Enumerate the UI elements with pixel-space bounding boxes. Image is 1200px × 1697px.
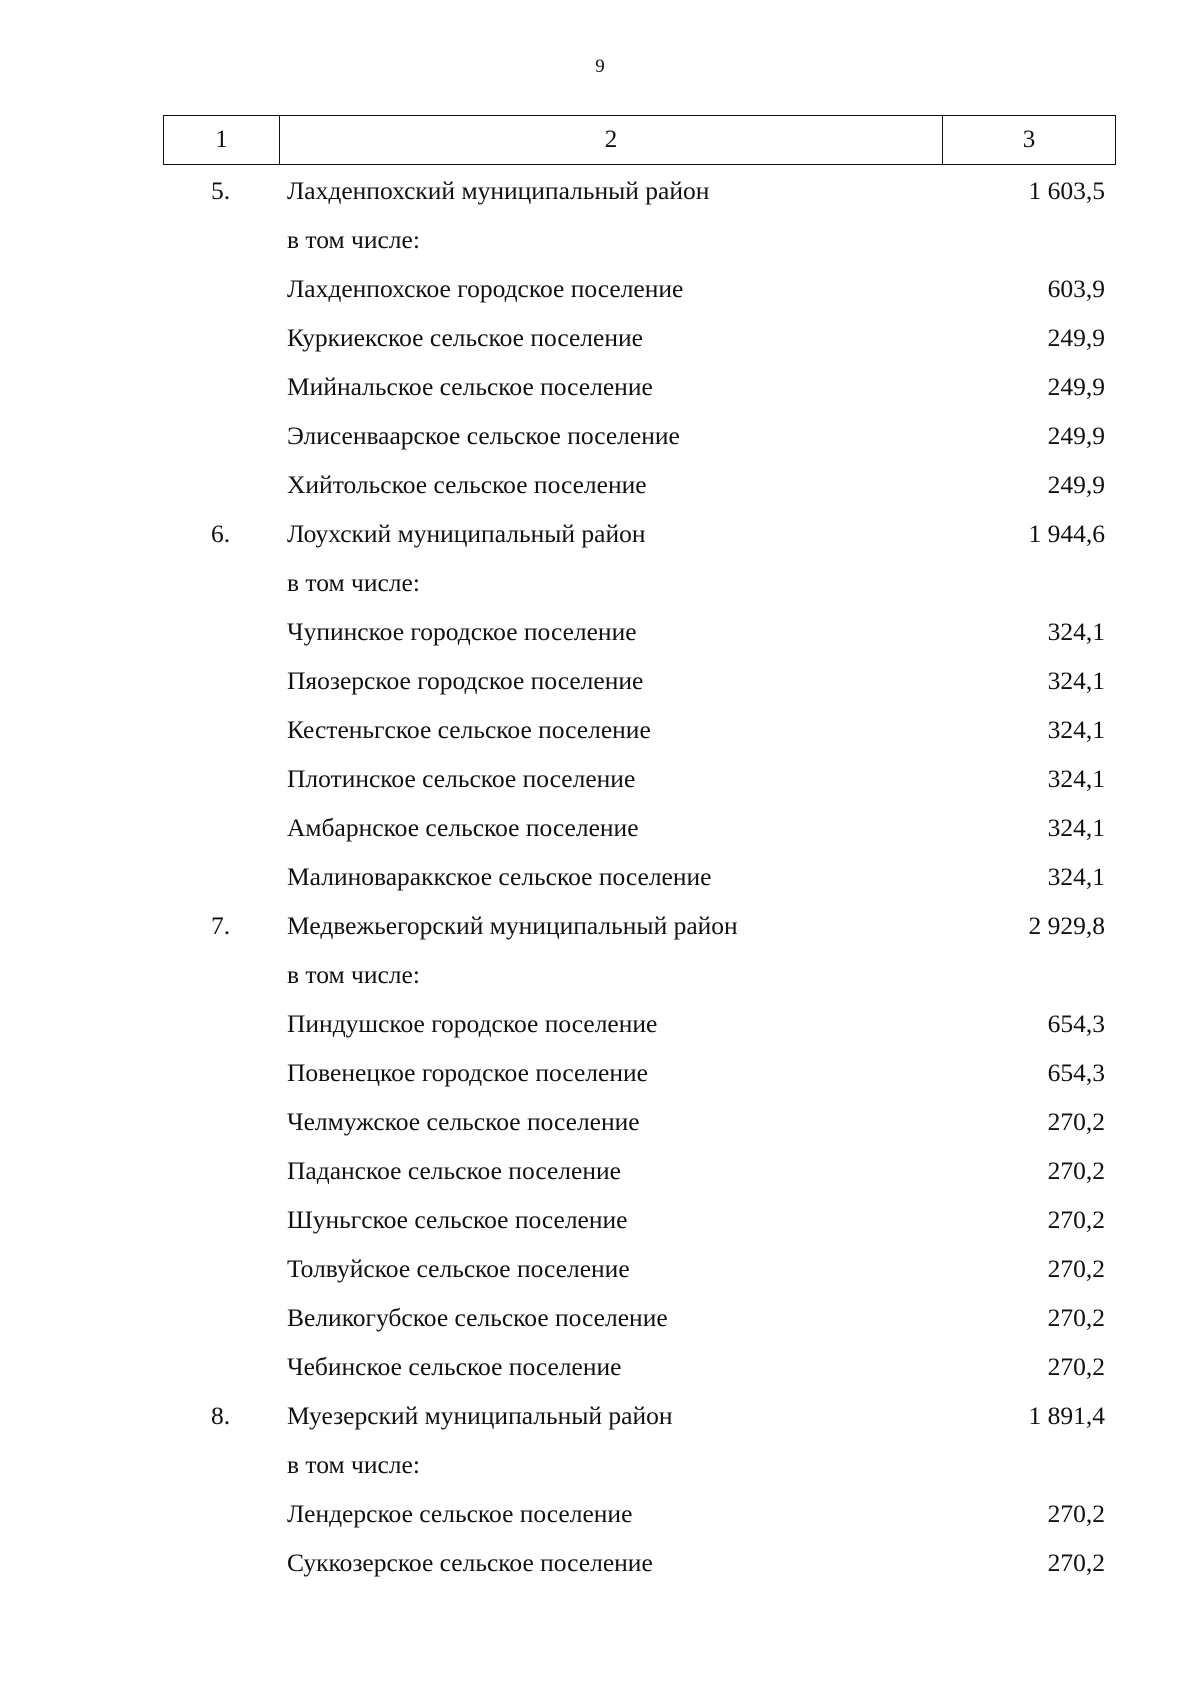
table-row xyxy=(0,950,1200,999)
table-row xyxy=(0,215,1200,264)
table-row xyxy=(0,999,1200,1048)
row-name: Лендерское сельское поселение xyxy=(287,1499,633,1528)
row-name: Амбарнское сельское поселение xyxy=(287,813,639,842)
table-row xyxy=(0,411,1200,460)
table-row xyxy=(0,166,1200,215)
row-name: в том числе: xyxy=(287,568,420,597)
table-row xyxy=(0,1048,1200,1097)
table-row xyxy=(0,264,1200,313)
row-value: 324,1 xyxy=(1047,617,1105,646)
row-number: 7. xyxy=(210,911,231,940)
table-row xyxy=(0,1538,1200,1587)
table-body xyxy=(0,166,1200,1587)
table-row xyxy=(0,1342,1200,1391)
row-value: 270,2 xyxy=(1047,1303,1105,1332)
row-name: Лахденпохский муниципальный район xyxy=(287,176,710,205)
table-row xyxy=(0,1293,1200,1342)
row-name: Хийтольское сельское поселение xyxy=(287,470,647,499)
row-value: 270,2 xyxy=(1047,1548,1105,1577)
row-value: 324,1 xyxy=(1047,764,1105,793)
row-number: 5. xyxy=(210,176,231,205)
row-name: Пиндушское городское поселение xyxy=(287,1009,658,1038)
table-row xyxy=(0,1440,1200,1489)
row-name: Лоухский муниципальный район xyxy=(287,519,646,548)
table-row xyxy=(0,558,1200,607)
row-value: 270,2 xyxy=(1047,1107,1105,1136)
row-name: Пяозерское городское поселение xyxy=(287,666,644,695)
table-header xyxy=(163,115,1116,165)
row-name: в том числе: xyxy=(287,1450,420,1479)
row-value: 654,3 xyxy=(1047,1058,1105,1087)
row-name: Чебинское сельское поселение xyxy=(287,1352,622,1381)
table-row xyxy=(0,803,1200,852)
row-name: Паданское сельское поселение xyxy=(287,1156,621,1185)
table-row xyxy=(0,1195,1200,1244)
row-value: 603,9 xyxy=(1047,274,1105,303)
row-value: 1 944,6 xyxy=(1028,519,1105,548)
table-row xyxy=(0,705,1200,754)
table-row xyxy=(0,656,1200,705)
table-row xyxy=(0,852,1200,901)
row-name: Кестеньгское сельское поселение xyxy=(287,715,651,744)
row-name: Суккозерское сельское поселение xyxy=(287,1548,653,1577)
table-row xyxy=(0,362,1200,411)
row-value: 270,2 xyxy=(1047,1205,1105,1234)
row-name: Чупинское городское поселение xyxy=(287,617,637,646)
row-value: 324,1 xyxy=(1047,715,1105,744)
row-value: 270,2 xyxy=(1047,1254,1105,1283)
header-cell-3: 3 xyxy=(943,116,1116,165)
header-row xyxy=(164,116,1116,165)
row-number: 6. xyxy=(210,519,231,548)
table-row xyxy=(0,1097,1200,1146)
row-value: 249,9 xyxy=(1047,323,1105,352)
header-cell-1: 1 xyxy=(164,116,280,165)
row-name: в том числе: xyxy=(287,225,420,254)
row-name: Великогубское сельское поселение xyxy=(287,1303,668,1332)
row-value: 324,1 xyxy=(1047,666,1105,695)
row-name: Челмужское сельское поселение xyxy=(287,1107,640,1136)
page-number: 9 xyxy=(595,56,605,77)
row-value: 1 603,5 xyxy=(1028,176,1105,205)
row-value: 270,2 xyxy=(1047,1352,1105,1381)
row-value: 1 891,4 xyxy=(1028,1401,1105,1430)
row-value: 2 929,8 xyxy=(1028,911,1105,940)
row-name: Шуньгское сельское поселение xyxy=(287,1205,628,1234)
table-row xyxy=(0,509,1200,558)
table-row xyxy=(0,901,1200,950)
table-row xyxy=(0,1244,1200,1293)
row-name: Куркиекское сельское поселение xyxy=(287,323,643,352)
row-value: 324,1 xyxy=(1047,813,1105,842)
row-name: Мийнальское сельское поселение xyxy=(287,372,653,401)
row-name: в том числе: xyxy=(287,960,420,989)
row-name: Элисенваарское сельское поселение xyxy=(287,421,680,450)
row-name: Медвежьегорский муниципальный район xyxy=(287,911,738,940)
row-number: 8. xyxy=(210,1401,231,1430)
row-value: 270,2 xyxy=(1047,1499,1105,1528)
table-row xyxy=(0,460,1200,509)
table-row xyxy=(0,1391,1200,1440)
row-value: 270,2 xyxy=(1047,1156,1105,1185)
row-name: Повенецкое городское поселение xyxy=(287,1058,648,1087)
row-name: Малиновараккское сельское поселение xyxy=(287,862,712,891)
row-value: 249,9 xyxy=(1047,470,1105,499)
table-row xyxy=(0,1489,1200,1538)
table-row xyxy=(0,313,1200,362)
table-row xyxy=(0,1146,1200,1195)
row-value: 249,9 xyxy=(1047,421,1105,450)
row-name: Муезерский муниципальный район xyxy=(287,1401,673,1430)
header-cell-2: 2 xyxy=(280,116,943,165)
row-value: 324,1 xyxy=(1047,862,1105,891)
table-row xyxy=(0,607,1200,656)
row-value: 654,3 xyxy=(1047,1009,1105,1038)
table-row xyxy=(0,754,1200,803)
row-name: Плотинское сельское поселение xyxy=(287,764,636,793)
row-name: Лахденпохское городское поселение xyxy=(287,274,684,303)
row-name: Толвуйское сельское поселение xyxy=(287,1254,630,1283)
row-value: 249,9 xyxy=(1047,372,1105,401)
